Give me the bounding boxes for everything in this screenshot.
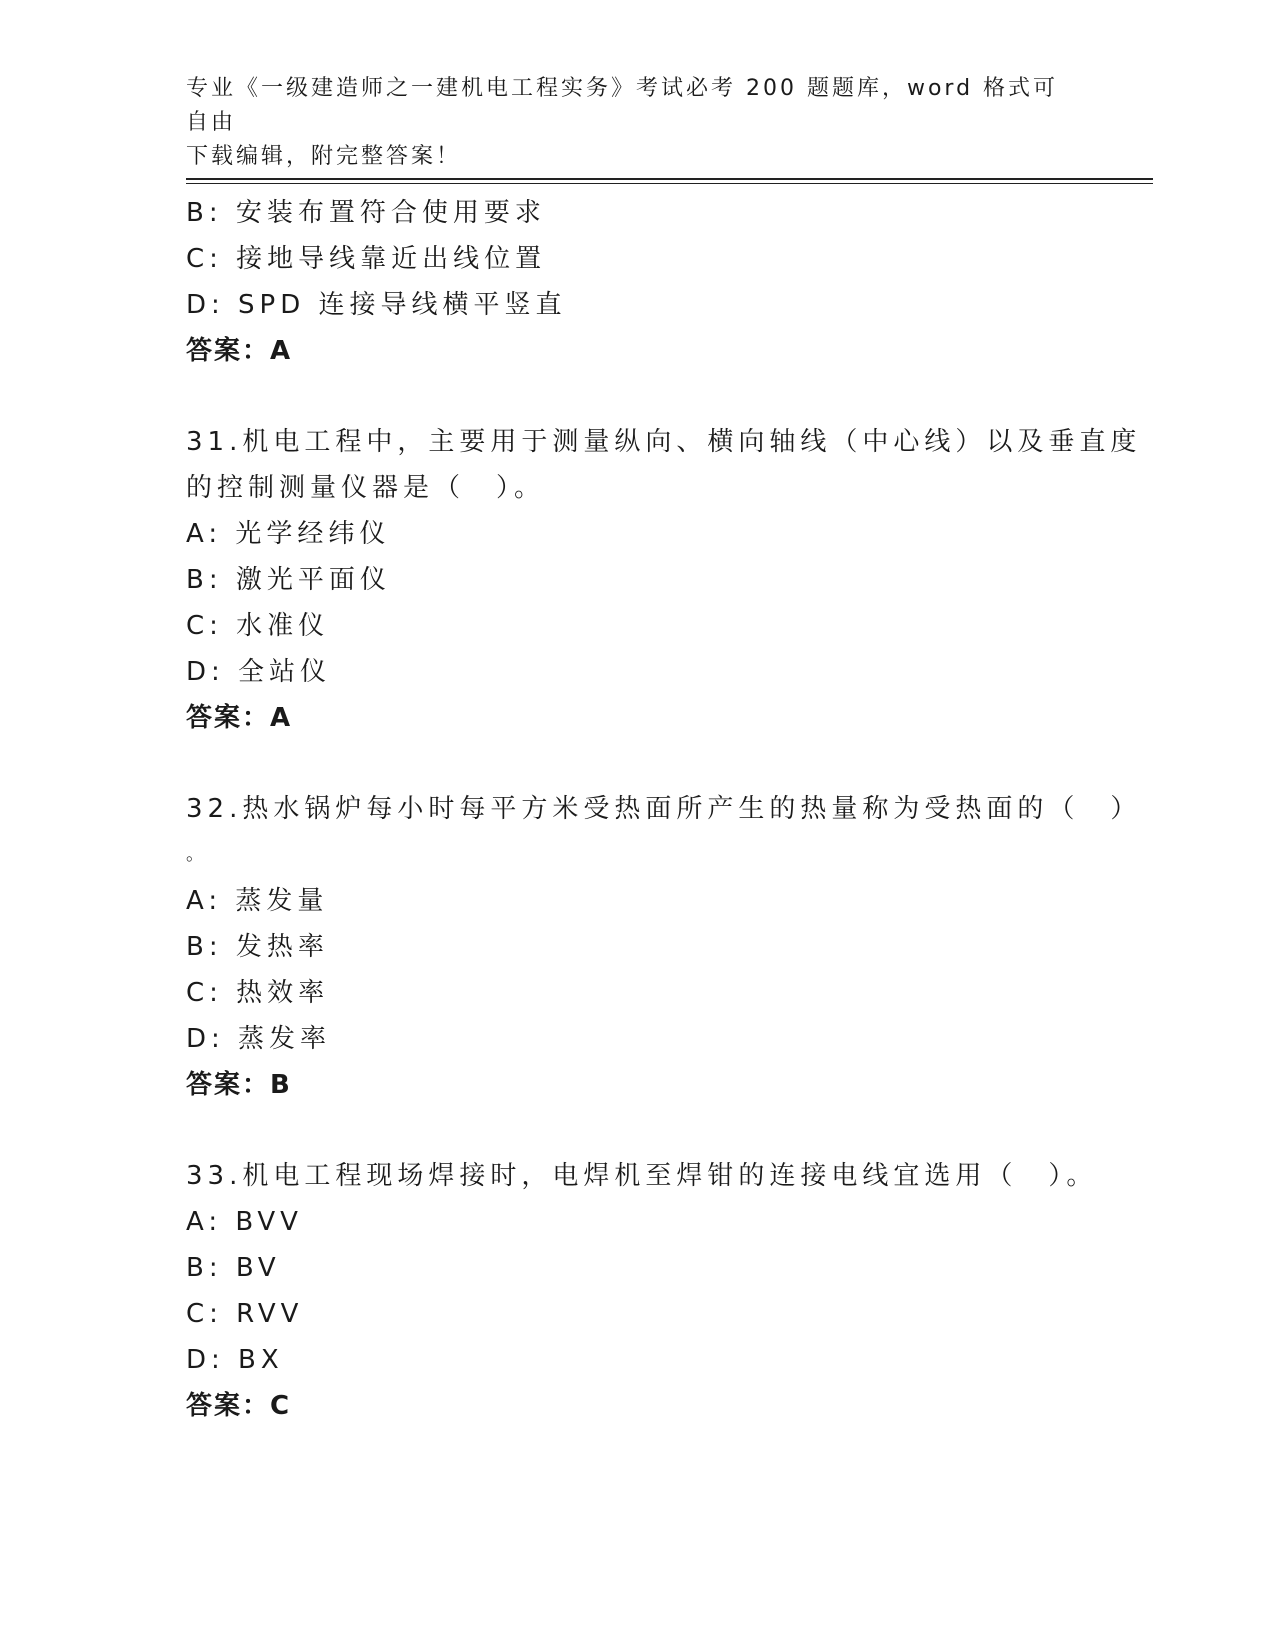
answer-line: 答案：C [186,1391,292,1421]
option-b: B: 安装布置符合使用要求 [186,198,546,228]
option-b: B: 激光平面仪 [186,565,391,595]
option-c: C: 接地导线靠近出线位置 [186,244,547,274]
answer-line: 答案：A [186,703,293,733]
option-a: A: BVV [186,1207,303,1237]
question-text-line: 。 [186,844,209,865]
answer-line: 答案：A [186,336,293,366]
option-d: D: BX [186,1345,284,1375]
question-text-line: 33.机电工程现场焊接时，电焊机至焊钳的连接电线宜选用（ ）。 [186,1161,1098,1191]
answer-line: 答案：B [186,1070,292,1100]
header-line-2: 下载编辑，附完整答案！ [186,144,462,169]
option-b: B: BV [186,1253,281,1283]
option-b: B: 发热率 [186,932,329,962]
header-divider-thin [186,183,1153,184]
question-block-30 [186,190,1086,374]
document-header [186,72,1066,174]
option-d: D: SPD 连接导线横平竖直 [186,290,567,320]
option-a: A: 光学经纬仪 [186,519,391,549]
option-c: C: RVV [186,1299,304,1329]
option-a: A: 蒸发量 [186,886,329,916]
question-text-line: 32.热水锅炉每小时每平方米受热面所产生的热量称为受热面的（ ） [186,794,1142,824]
question-list [186,190,1142,1429]
header-divider-thick [186,178,1153,180]
header-line-1: 专业《一级建造师之一建机电工程实务》考试必考 200 题题库，word 格式可自由 [186,76,1059,135]
option-d: D: 全站仪 [186,657,332,687]
option-c: C: 热效率 [186,978,330,1008]
question-text-line: 的控制测量仪器是（ ）。 [186,473,546,503]
option-c: C: 水准仪 [186,611,330,641]
option-d: D: 蒸发率 [186,1024,332,1054]
question-text-line: 31.机电工程中，主要用于测量纵向、横向轴线（中心线）以及垂直度 [186,427,1142,457]
question-block-32 [186,786,1142,1108]
question-block-33 [186,1153,1098,1429]
question-block-31 [186,419,1142,741]
